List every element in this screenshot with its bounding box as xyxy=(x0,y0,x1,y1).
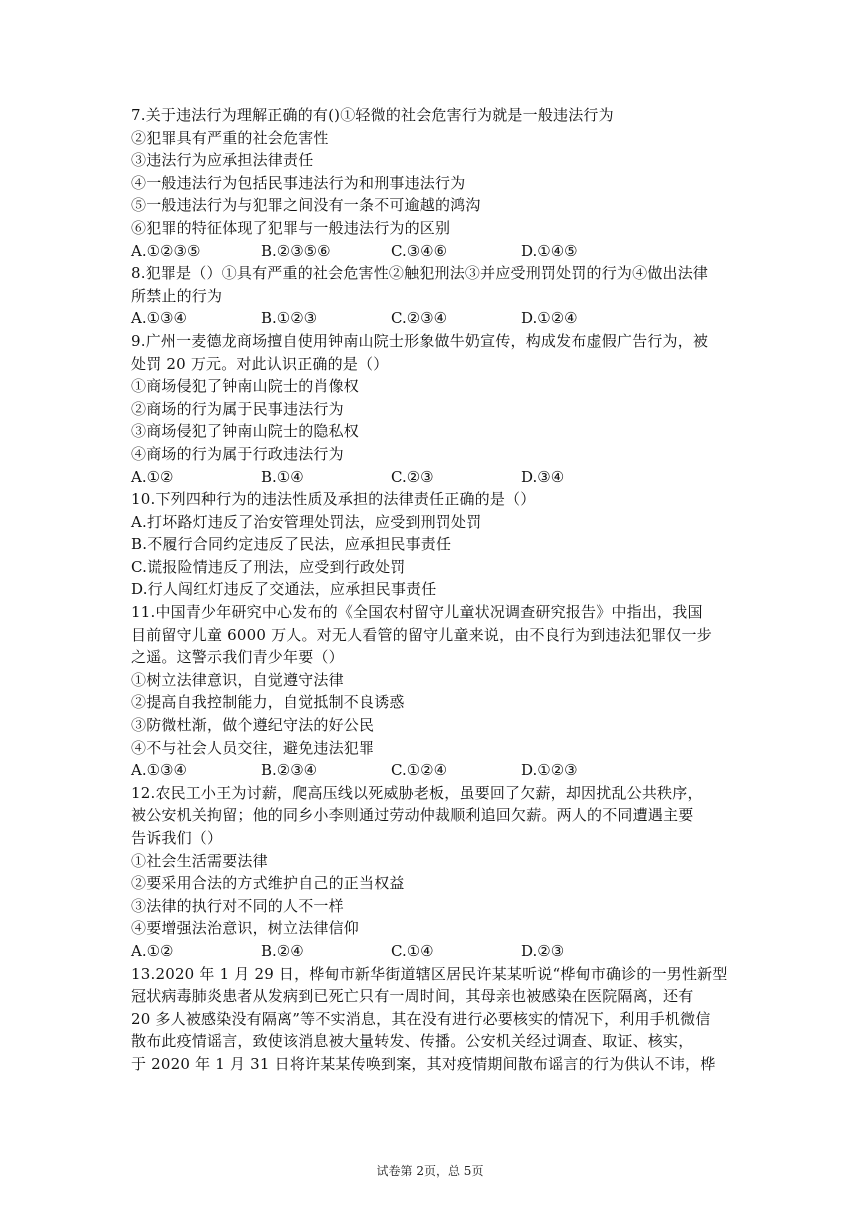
question-text-line: ①社会生活需要法律 xyxy=(131,851,268,870)
question-text-line: 11.中国青少年研究中心发布的《全国农村留守儿童状况调查研究报告》中指出，我国 xyxy=(131,603,703,622)
answer-option: B.②③④ xyxy=(261,761,318,780)
page-footer: 试卷第 2页，总 5页 xyxy=(376,1164,484,1178)
answer-options xyxy=(131,466,731,489)
answer-option: D.②③ xyxy=(521,941,565,960)
question-text-line: ③商场侵犯了钟南山院士的隐私权 xyxy=(131,422,360,441)
answer-option: A.①② xyxy=(131,941,174,960)
answer-options xyxy=(131,307,731,330)
answer-option: B.②③⑤⑥ xyxy=(261,241,331,260)
answer-option: D.①②④ xyxy=(521,309,578,328)
answer-option: A.①③④ xyxy=(131,309,187,328)
question-text-line: ②提高自我控制能力，自觉抵制不良诱惑 xyxy=(131,693,405,712)
question-text-line: 所禁止的行为 xyxy=(131,286,223,305)
answer-option: A.①③④ xyxy=(131,761,187,780)
question-text-line: 散布此疫情谣言，致使该消息被大量转发、传播。公安机关经过调查、取证、核实， xyxy=(131,1032,694,1051)
question-block xyxy=(131,601,731,782)
question-text-line: A.打坏路灯违反了治安管理处罚法，应受到刑罚处罚 xyxy=(131,512,482,531)
question-text-line: 10.下列四种行为的违法性质及承担的法律责任正确的是（） xyxy=(131,490,536,509)
question-text-line: 目前留守儿童 6000 万人。对无人看管的留守儿童来说，由不良行为到违法犯罪仅一步 xyxy=(131,625,712,644)
question-block xyxy=(131,488,731,601)
question-text-line: 8.犯罪是（）①具有严重的社会危害性②触犯刑法③并应受刑罚处罚的行为④做出法律 xyxy=(131,264,709,283)
answer-option: C.②③ xyxy=(391,467,434,486)
question-text-line: 被公安机关拘留；他的同乡小李则通过劳动仲裁顺利追回欠薪。两人的不同遭遇主要 xyxy=(131,806,694,825)
question-block xyxy=(131,963,731,1076)
question-text-line: 之遥。这警示我们青少年要（） xyxy=(131,648,344,667)
question-text-line: ②商场的行为属于民事违法行为 xyxy=(131,399,344,418)
answer-option: D.③④ xyxy=(521,467,565,486)
answer-option: D.①②③ xyxy=(521,761,578,780)
answer-option: C.③④⑥ xyxy=(391,241,448,260)
question-block xyxy=(131,262,731,330)
question-list xyxy=(131,104,731,1076)
question-text-line: B.不履行合同约定违反了民法，应承担民事责任 xyxy=(131,535,452,554)
question-text-line: D.行人闯红灯违反了交通法，应承担民事责任 xyxy=(131,580,437,599)
question-block xyxy=(131,104,731,262)
question-text-line: ④不与社会人员交往，避免违法犯罪 xyxy=(131,738,375,757)
question-text-line: 于 2020 年 1 月 31 日将许某某传唤到案，其对疫情期间散布谣言的行为供认不讳，桦 xyxy=(131,1054,716,1073)
question-text-line: 处罚 20 万元。对此认识正确的是（） xyxy=(131,354,389,373)
question-text-line: 冠状病毒肺炎患者从发病到已死亡只有一周时间，其母亲也被感染在医院隔离，还有 xyxy=(131,987,694,1006)
question-text-line: ④要增强法治意识，树立法律信仰 xyxy=(131,919,360,938)
question-text-line: ③法律的执行对不同的人不一样 xyxy=(131,896,344,915)
answer-option: D.①④⑤ xyxy=(521,241,578,260)
question-text-line: ④一般违法行为包括民事违法行为和刑事违法行为 xyxy=(131,173,466,192)
question-text-line: ①树立法律意识，自觉遵守法律 xyxy=(131,670,344,689)
question-text-line: 20 多人被感染没有隔离”等不实消息，其在没有进行必要核实的情况下，利用手机微信 xyxy=(131,1009,711,1028)
question-text-line: C.谎报险情违反了刑法，应受到行政处罚 xyxy=(131,557,406,576)
answer-option: C.②③④ xyxy=(391,309,448,328)
answer-option: B.①②③ xyxy=(261,309,318,328)
answer-option: A.①② xyxy=(131,467,174,486)
question-text-line: ②犯罪具有严重的社会危害性 xyxy=(131,128,329,147)
question-text-line: 12.农民工小王为讨薪，爬高压线以死威胁老板，虽要回了欠薪，却因扰乱公共秩序， xyxy=(131,783,703,802)
answer-option: B.②④ xyxy=(261,941,304,960)
answer-option: A.①②③⑤ xyxy=(131,241,201,260)
question-text-line: ①商场侵犯了钟南山院士的肖像权 xyxy=(131,377,360,396)
question-text-line: ④商场的行为属于行政违法行为 xyxy=(131,444,344,463)
question-text-line: ⑤一般违法行为与犯罪之间没有一条不可逾越的鸿沟 xyxy=(131,196,481,215)
question-block xyxy=(131,330,731,488)
question-block xyxy=(131,782,731,963)
answer-options xyxy=(131,759,731,782)
answer-option: C.①②④ xyxy=(391,761,448,780)
question-text-line: ③违法行为应承担法律责任 xyxy=(131,151,314,170)
answer-options xyxy=(131,240,731,263)
question-text-line: ②要采用合法的方式维护自己的正当权益 xyxy=(131,874,405,893)
question-text-line: 13.2020 年 1 月 29 日，桦甸市新华街道辖区居民许某某听说“桦甸市确诊的一男性新型 xyxy=(131,964,728,983)
question-text-line: ③防微杜渐，做个遵纪守法的好公民 xyxy=(131,716,375,735)
answer-options xyxy=(131,940,731,963)
question-text-line: 7.关于违法行为理解正确的有()①轻微的社会危害行为就是一般违法行为 xyxy=(131,106,614,124)
question-text-line: 告诉我们（） xyxy=(131,829,223,847)
question-text-line: ⑥犯罪的特征体现了犯罪与一般违法行为的区别 xyxy=(131,218,451,237)
answer-option: C.①④ xyxy=(391,941,434,960)
answer-option: B.①④ xyxy=(261,467,304,486)
question-text-line: 9.广州一麦德龙商场擅自使用钟南山院士形象做牛奶宣传，构成发布虚假广告行为，被 xyxy=(131,331,709,350)
